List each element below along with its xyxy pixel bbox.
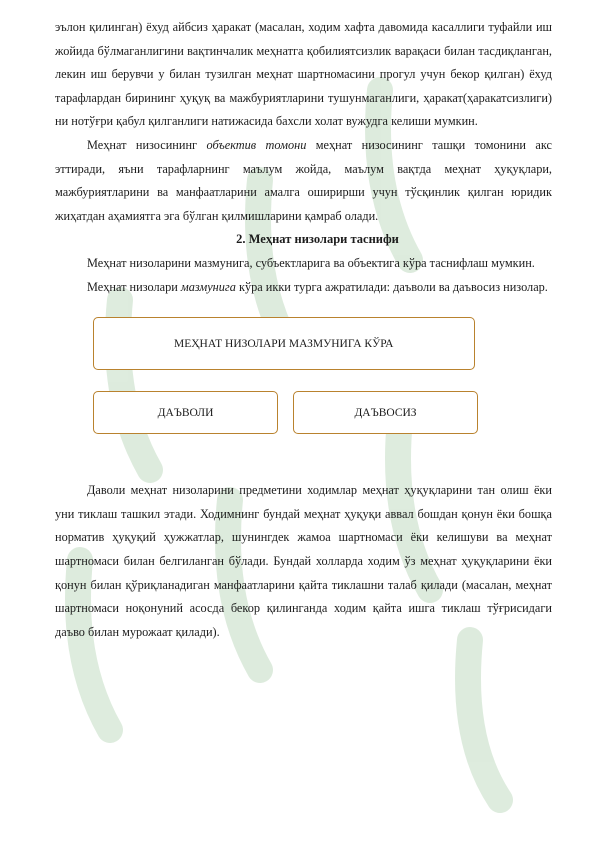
paragraph-2-start: Меҳнат низосининг [87, 137, 207, 152]
paragraph-2 [55, 134, 552, 228]
paragraph-4-start: Меҳнат низолари [87, 279, 181, 294]
paragraph-3: Меҳнат низоларини мазмунига, субъектларига ва объектига кўра таснифлаш мумкин. [87, 255, 535, 270]
paragraph-2-end: меҳнат низосининг ташқи томонини акс эттиради, яъни тарафларнинг маълум жойда, маълум вақтда меҳнат ҳуқуқлари, мажбуриятларини ва манфаатларини амалга оширирши учун тўсқинлик қилган юридик жиҳатдан аҳамиятга эга бўлган қилмишларини қамраб олади. [55, 137, 552, 223]
paragraph-1: эълон қилинган) ёхуд айбсиз ҳаракат (масалан, ходим хафта давомида касаллиги туфайли иш жойида бўлмаганлигини вақтинчалик меҳнатга қобилиятсизлик варақаси билан тасдиқланган, лекин иш берувчи у билан тузилган меҳнат шартномасини прогул учун бекор қилган) ёхуд тарафлардан бирининг ҳуқуқ ва мажбуриятларини тушунмаганлиги, ҳаракат(ҳаракатсизлиги) ни нотўғри қабул қилганлиги натижасида бахсли холат вужудга келиши мумкин. [55, 20, 552, 129]
classification-diagram [55, 299, 552, 479]
paragraph-4-emphasis: мазмунига [180, 279, 236, 294]
section-heading: 2. Меҳнат низолари таснифи [236, 232, 399, 247]
diagram-box-claim: ДАЪВОЛИ [93, 391, 278, 434]
diagram-box-non-claim: ДАЪВОСИЗ [293, 391, 478, 434]
diagram-main-box: МЕҲНАТ НИЗОЛАРИ МАЗМУНИГА КЎРА [93, 317, 475, 370]
paragraph-5: Даволи меҳнат низоларини предметини ходимлар меҳнат ҳуқуқларини тан олиш ёки уни тиклаш ташкил этади. Ходимнинг бундай меҳнат ҳуқуқи аввал бошдан қонун ёки бошқа норматив ҳуқуқий ҳужжатлар, шунингдек жамоа шартномаси ёки келишуви ва меҳнат шартномаси билан белгиланган бўлади. Бундай холларда ходим ўз меҳнат ҳуқуқларини ёки қонун билан қўриқланадиган манфаатларини қайта тиклашни талаб қилади (масалан, меҳнат шартномаси ноқонуний асосда бекор қилинганда ходим қайта ишга тиклаш тўғрисидаги даъво билан мурожаат қилади). [55, 483, 552, 639]
paragraph-2-emphasis: объектив томони [206, 137, 307, 152]
paragraph-4 [55, 276, 552, 300]
document-page [55, 16, 552, 644]
paragraph-4-end: кўра икки турга ажратилади: даъволи ва даъвосиз низолар. [235, 279, 548, 294]
